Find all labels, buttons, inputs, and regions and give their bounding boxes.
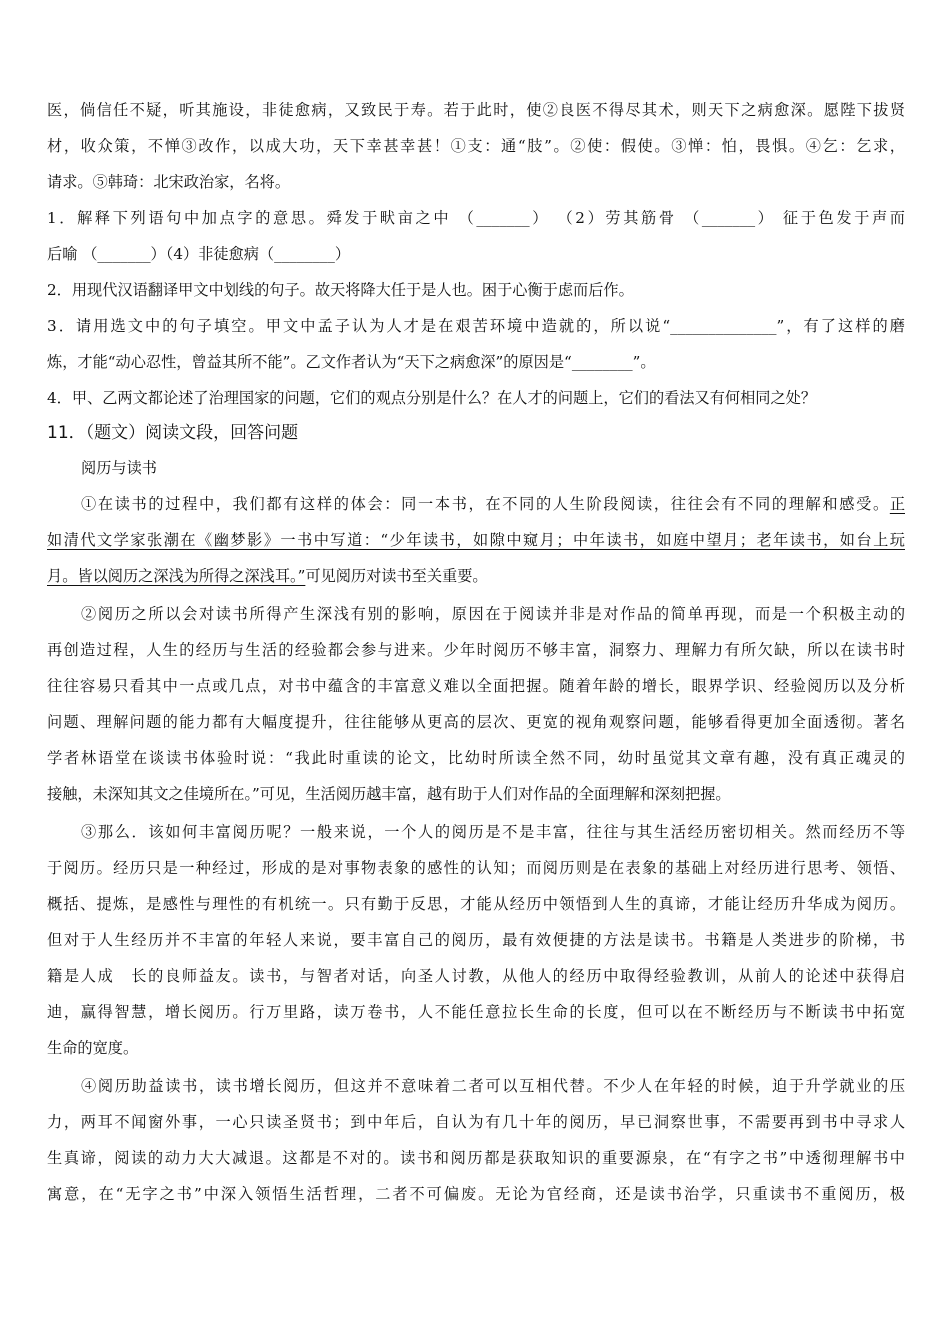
question-list bbox=[47, 200, 905, 416]
paragraph-line: 力，两耳不闻窗外事，一心只读圣贤书；到中年后，自认为有几十年的阅历，早已洞察世事，不需要再到书中寻求人 bbox=[47, 1113, 905, 1131]
paragraph-line: 概括、提炼，是感性与理性的有机统一。只有勤于反思，才能从经历中领悟到人生的真谛，才能让经历升华成为阅历。 bbox=[47, 895, 905, 913]
paragraph-line: ③那么．该如何丰富阅历呢？一般来说，一个人的阅历是不是丰富，往往与其生活经历密切相关。然而经历不等 bbox=[81, 823, 905, 841]
paragraph-text: ①在读书的过程中，我们都有这样的体会：同一本书，在不同的人生阶段阅读，往往会有不同的理解和感受。 bbox=[81, 495, 890, 513]
text-line: 医，倘信任不疑，听其施设，非徒愈病，又致民于寿。若于此时，使②良医不得尽其术，则天下之病愈深。愿陛下拔贤 bbox=[47, 101, 905, 119]
text-line: 材，收众策，不惮③改作，以成大功，天下幸甚幸甚！①支：通“肢”。②使：假使。③惮：怕，畏惧。④乞：乞求， bbox=[47, 137, 905, 155]
underlined-sentence: 正 bbox=[889, 495, 905, 513]
section-11-heading: 11．（题文）阅读文段，回答问题 bbox=[47, 423, 299, 443]
paragraph-line: 问题、理解问题的能力都有大幅度提升，往往能够从更高的层次、更宽的视角观察问题，能够看得更加全面透彻。著名 bbox=[47, 713, 905, 731]
classical-text-annotations bbox=[47, 92, 905, 200]
question-1-line-2: 后喻 （_______）（4）非徒愈病（________） bbox=[47, 245, 351, 263]
question-4: 4．甲、乙两文都论述了治理国家的问题，它们的观点分别是什么？在人才的问题上，它们的看法又有何相同之处？ bbox=[47, 389, 817, 407]
paragraph-line: 接触，未深知其文之佳境所在。”可见，生活阅历越丰富，越有助于人们对作品的全面理解和深刻把握。 bbox=[47, 785, 731, 803]
paragraph-3 bbox=[47, 814, 905, 1066]
document-page bbox=[47, 92, 905, 1212]
paragraph-2 bbox=[47, 596, 905, 812]
paragraph-line: ④阅历助益读书，读书增长阅历，但这并不意味着二者可以互相代替。不少人在年轻的时候，迫于升学就业的压 bbox=[81, 1077, 905, 1095]
paragraph-4 bbox=[47, 1068, 905, 1212]
paragraph-line bbox=[47, 486, 905, 522]
paragraph-line bbox=[47, 558, 905, 594]
paragraph-line: 于阅历。经历只是一种经过，形成的是对事物表象的感性的认知；而阅历则是在表象的基础上对经历进行思考、领悟、 bbox=[47, 859, 905, 877]
underlined-sentence: 如清代文学家张潮在《幽梦影》一书中写道：“少年读书，如隙中窥月；中年读书，如庭中望月；老年读书，如台上玩 bbox=[47, 531, 905, 549]
question-3-line-1: 3．请用选文中的句子填空。甲文中孟子认为人才是在艰苦环境中造就的，所以说“______________”，有了这样的磨 bbox=[47, 317, 905, 335]
paragraph-line: ②阅历之所以会对读书所得产生深浅有别的影响，原因在于阅读并非是对作品的简单再现，而是一个积极主动的 bbox=[81, 605, 905, 623]
paragraph-line: 生命的宽度。 bbox=[47, 1039, 139, 1057]
paragraph-line: 往往容易只看其中一点或几点，对书中蕴含的丰富意义难以全面把握。随着年龄的增长，眼界学识、经验阅历以及分析 bbox=[47, 677, 905, 695]
question-1-line-1: 1．解释下列语句中加点字的意思。舜发于畎亩之中 （_______） （2）劳其筋骨 （_______） 征于色发于声而 bbox=[47, 209, 905, 227]
paragraph-line: 寓意，在“无字之书”中深入领悟生活哲理，二者不可偏废。无论为官经商，还是读书治学，只重读书不重阅历，极 bbox=[47, 1185, 905, 1203]
text-line: 请求。⑤韩琦：北宋政治家，名将。 bbox=[47, 173, 290, 191]
paragraph-1 bbox=[47, 486, 905, 594]
paragraph-line: 迪，赢得智慧，增长阅历。行万里路，读万卷书，人不能任意拉长生命的长度，但可以在不断经历与不断读书中拓宽 bbox=[47, 1003, 905, 1021]
paragraph-text: 可见阅历对读书至关重要。 bbox=[305, 567, 488, 585]
paragraph-line: 但对于人生经历并不丰富的年轻人来说，要丰富自己的阅历，最有效便捷的方法是读书。书籍是人类进步的阶梯，书 bbox=[47, 931, 905, 949]
paragraph-line: 生真谛，阅读的动力大大减退。这都是不对的。读书和阅历都是获取知识的重要源泉，在“有字之书”中透彻理解书中 bbox=[47, 1149, 905, 1167]
question-3-line-2: 炼，才能“动心忍性，曾益其所不能”。乙文作者认为“天下之病愈深”的原因是“________”。 bbox=[47, 353, 656, 371]
paragraph-line: 再创造过程，人生的经历与生活的经验都会参与进来。少年时阅历不够丰富，洞察力、理解力有所欠缺，所以在读书时 bbox=[47, 641, 905, 659]
paragraph-line: 学者林语堂在谈读书体验时说：“我此时重读的论文，比幼时所读全然不同，幼时虽觉其文章有趣，没有真正魂灵的 bbox=[47, 749, 905, 767]
article-title: 阅历与读书 bbox=[81, 459, 157, 477]
paragraph-line: 籍是人成 长的良师益友。读书，与智者对话，向圣人讨教，从他人的经历中取得经验教训，从前人的论述中获得启 bbox=[47, 967, 905, 985]
underlined-sentence: 月。皆以阅历之深浅为所得之深浅耳。” bbox=[47, 567, 306, 585]
question-2: 2．用现代汉语翻译甲文中划线的句子。故天将降大任于是人也。困于心衡于虑而后作。 bbox=[47, 281, 634, 299]
